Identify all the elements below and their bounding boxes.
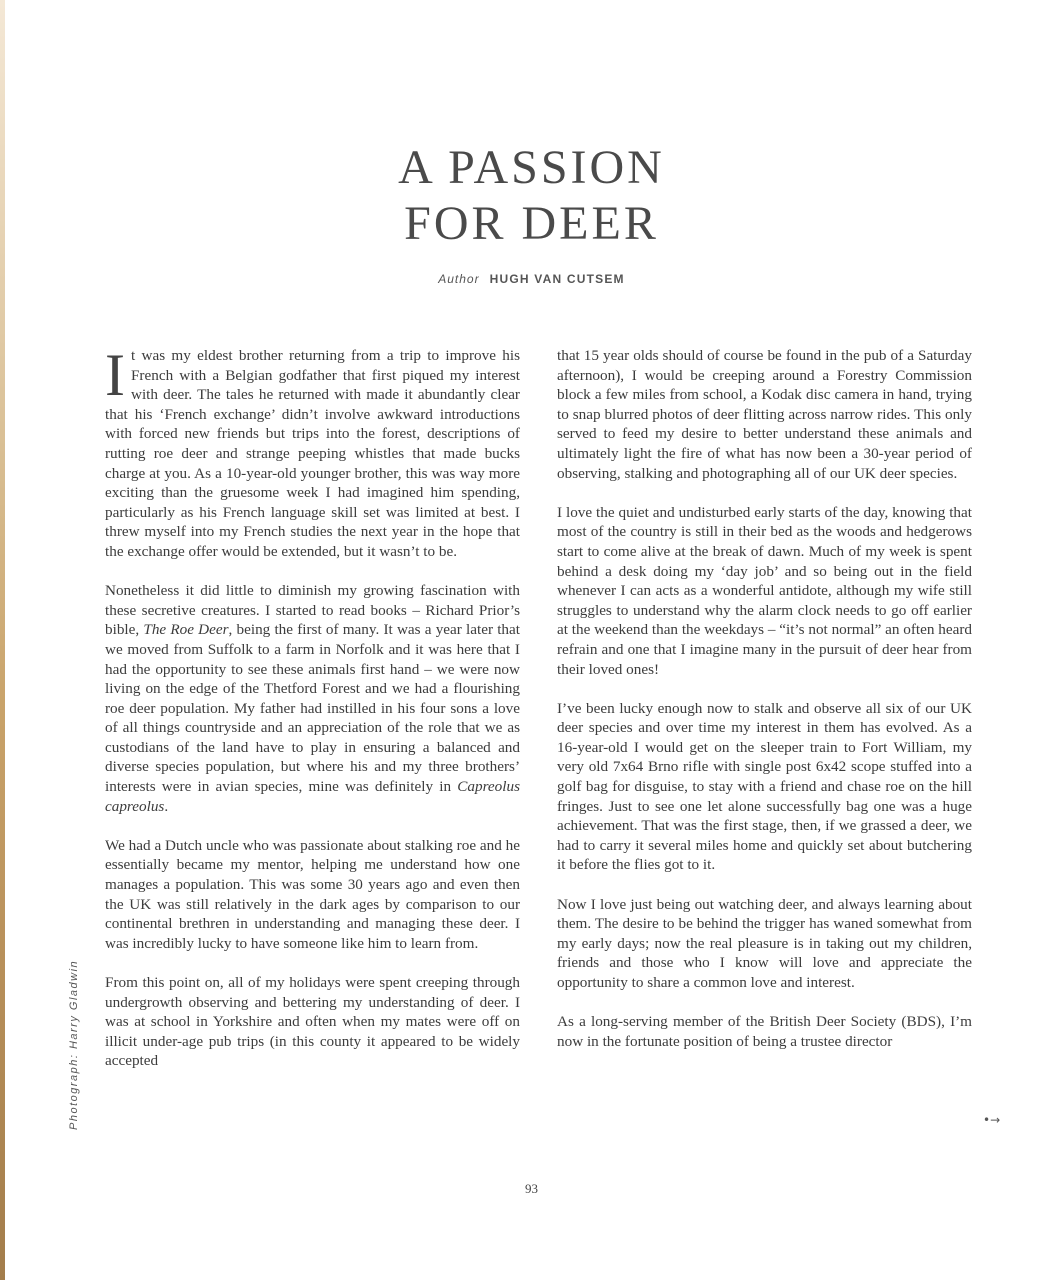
paragraph: I’ve been lucky enough now to stalk and observe all six of our UK deer species and over time my interest in them has evolved. As a 16-year-old I would get on the sleeper train to Fort William, my very old 7x64 Brno rifle with single post 6x42 scope stuffed into a golf bag for disguise, to stay with a friend and chase roe on the hill fringes. Just to see one let alone successfully bag one was a huge achievement. That was the first stage, then, if we grassed a deer, we had to carry it several miles home and quickly set about butchering it before the flies got to it.	[557, 699, 972, 874]
drop-cap: I	[105, 342, 125, 408]
author-label: Author	[438, 272, 480, 286]
paragraph	[105, 581, 520, 816]
page-number: 93	[525, 1181, 538, 1196]
title-line-1: A PASSION	[398, 141, 665, 194]
left-column	[105, 342, 520, 1091]
paragraph	[105, 342, 520, 562]
title-line-2: FOR DEER	[404, 197, 659, 250]
continue-arrow-icon: •→	[983, 1113, 1001, 1127]
paragraph: I love the quiet and undisturbed early starts of the day, knowing that most of the country is still in their bed as the woods and hedgerows start to come alive at the break of dawn. Much of my week is spent behind a desk doing my ‘day job’ and so being out in the field whenever I can acts as a wonderful antidote, although my wife still struggles to understand why the alarm clock needs to go off earlier at the weekend than the weekdays – “it’s not normal” an often heard refrain and one that I imagine many in the pursuit of deer hear from their loved ones!	[557, 503, 972, 678]
paragraph-text: .	[164, 797, 169, 815]
right-column	[557, 346, 972, 1071]
paragraph: As a long-serving member of the British Deer Society (BDS), I’m now in the fortunate position of being a trustee director	[557, 1013, 972, 1050]
author-name: HUGH VAN CUTSEM	[489, 272, 625, 286]
paragraph: We had a Dutch uncle who was passionate about stalking roe and he essentially became my mentor, helping me understand how one manages a population. This was some 30 years ago and even then the UK was still relatively in the dark ages by comparison to our continental brethren in understanding and managing these deer. I was incredibly lucky to have someone like him to learn from.	[105, 836, 520, 952]
photo-credit: Photograph: Harry Gladwin	[68, 959, 80, 1130]
paragraph: that 15 year olds should of course be found in the pub of a Saturday afternoon), I would be creeping around a Forestry Commission block a few miles from school, a Kodak disc camera in hand, trying to snap blurred photos of deer flitting across narrow rides. This only served to feed my desire to better understand these animals and ultimately light the fire of what has now been a 30-year period of observing, stalking and photographing all of our UK deer species.	[557, 347, 972, 482]
author-byline	[0, 272, 1063, 286]
paragraph-text: t was my eldest brother returning from a trip to improve his French with a Belgian godfather that first piqued my interest with deer. The tales he returned with made it abundantly clear that his ‘French exchange’ didn’t involve awkward introductions with forced new friends but trips into the forest, descriptions of rutting roe deer and strange peeping whistles that made bucks charge at you. As a 10-year-old younger brother, this was way more exciting than the gruesome week I had imagined him spending, particularly as his French language skill set was limited at best. I threw myself into my French studies the next year in the hope that the exchange offer would be extended, but it wasn’t to be.	[105, 347, 520, 560]
article-title	[0, 140, 1063, 252]
paragraph: From this point on, all of my holidays were spent creeping through undergrowth observing and bettering my understanding of deer. I was at school in Yorkshire and often when my mates were off on illicit under-age pub trips (in this county it appeared to be widely accepted	[105, 974, 520, 1070]
paragraph: Now I love just being out watching deer, and always learning about them. The desire to be behind the trigger has waned somewhat from my early days; now the real pleasure is in taking out my children, friends and those who I know will love and appreciate the opportunity to share a common love and interest.	[557, 895, 972, 991]
paragraph-text: , being the first of many. It was a year later that we moved from Suffolk to a farm in Norfolk and it was here that I had the opportunity to see these animals first hand – we were now living on the edge of the Thetford Forest and we had a flourishing roe deer population. My father had instilled in his four sons a love of all things countryside and an appreciation of the role that we as custodians of the land have to play in ensuring a balanced and diverse species population, but where his and my three brothers’ interests were in avian species, mine was definitely in	[105, 621, 520, 796]
paragraph-text: Nonetheless it did little to diminish my growing fascination with these secretive creatures. I started to read books – Richard Prior’s bible,	[105, 582, 520, 639]
species-name: Capreolus capreolus	[105, 778, 520, 815]
book-title: The Roe Deer	[143, 621, 229, 639]
